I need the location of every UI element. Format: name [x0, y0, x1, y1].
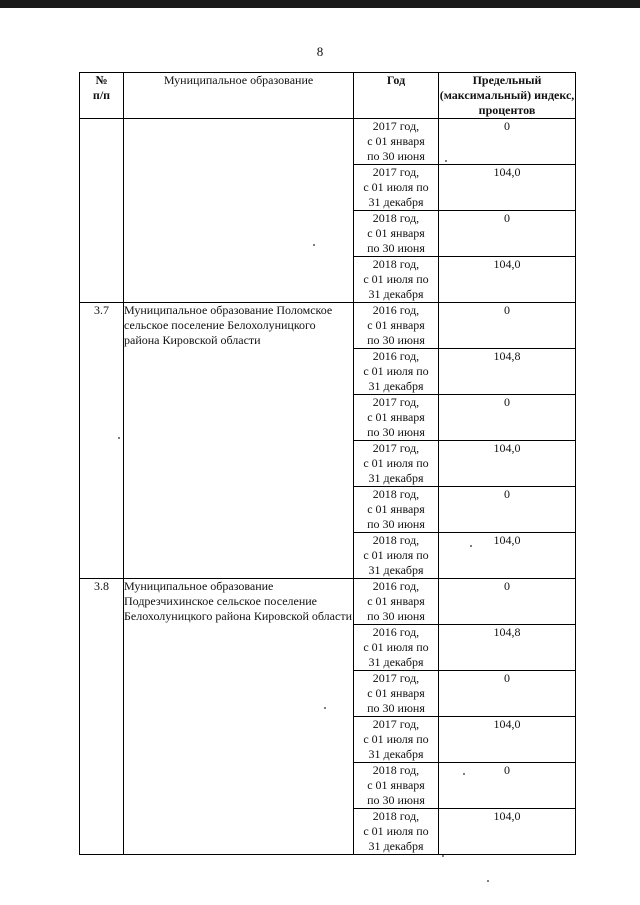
scan-speck [118, 437, 120, 439]
year-cell: 2016 год, с 01 января по 30 июня [354, 579, 439, 625]
scan-speck [442, 855, 444, 857]
year-cell: 2018 год, с 01 июля по 31 декабря [354, 809, 439, 855]
municipality-cell [124, 119, 354, 303]
year-cell: 2017 год, с 01 января по 30 июня [354, 671, 439, 717]
table-row [80, 119, 576, 165]
index-cell: 0 [439, 395, 576, 441]
index-cell: 104,8 [439, 349, 576, 395]
table-header-row [80, 73, 576, 119]
row-number-cell: 3.8 [80, 579, 124, 855]
year-cell: 2016 год, с 01 января по 30 июня [354, 303, 439, 349]
index-cell: 104,0 [439, 533, 576, 579]
scan-speck [463, 773, 465, 775]
year-cell: 2017 год, с 01 января по 30 июня [354, 119, 439, 165]
page-number: 8 [316, 44, 324, 59]
scan-speck [445, 160, 447, 162]
row-number-cell [80, 119, 124, 303]
index-cell: 104,0 [439, 717, 576, 763]
index-cell: 104,0 [439, 257, 576, 303]
year-cell: 2016 год, с 01 июля по 31 декабря [354, 625, 439, 671]
row-number-cell: 3.7 [80, 303, 124, 579]
scan-speck [313, 244, 315, 246]
tariff-index-table [79, 72, 576, 855]
index-cell: 0 [439, 211, 576, 257]
municipality-cell: Муниципальное образование Подрезчихинское сельское поселение Белохолуницкого района Кировской области [124, 579, 354, 855]
municipality-cell: Муниципальное образование Поломское сельское поселение Белохолуницкого района Кировской области [124, 303, 354, 579]
year-cell: 2018 год, с 01 июля по 31 декабря [354, 533, 439, 579]
index-cell: 104,0 [439, 165, 576, 211]
year-cell: 2017 год, с 01 июля по 31 декабря [354, 717, 439, 763]
year-cell: 2017 год, с 01 июля по 31 декабря [354, 165, 439, 211]
index-cell: 0 [439, 119, 576, 165]
index-cell: 0 [439, 303, 576, 349]
header-municipality: Муниципальное образование [124, 73, 354, 119]
header-num: № п/п [80, 73, 124, 119]
scan-speck [470, 545, 472, 547]
index-cell: 0 [439, 487, 576, 533]
header-year: Год [354, 73, 439, 119]
year-cell: 2018 год, с 01 января по 30 июня [354, 211, 439, 257]
year-cell: 2017 год, с 01 июля по 31 декабря [354, 441, 439, 487]
index-cell: 0 [439, 579, 576, 625]
scan-speck [324, 707, 326, 709]
header-index: Предельный (максимальный) индекс, процентов [439, 73, 575, 117]
year-cell: 2018 год, с 01 июля по 31 декабря [354, 257, 439, 303]
index-cell: 104,0 [439, 441, 576, 487]
year-cell: 2018 год, с 01 января по 30 июня [354, 487, 439, 533]
index-cell: 104,8 [439, 625, 576, 671]
year-cell: 2017 год, с 01 января по 30 июня [354, 395, 439, 441]
index-cell: 0 [439, 671, 576, 717]
index-cell: 0 [439, 763, 576, 809]
table-row [80, 579, 576, 625]
table-row [80, 303, 576, 349]
year-cell: 2016 год, с 01 июля по 31 декабря [354, 349, 439, 395]
index-cell: 104,0 [439, 809, 576, 855]
scan-top-border [0, 0, 640, 8]
table-body [80, 119, 576, 855]
scan-speck [487, 880, 489, 882]
year-cell: 2018 год, с 01 января по 30 июня [354, 763, 439, 809]
